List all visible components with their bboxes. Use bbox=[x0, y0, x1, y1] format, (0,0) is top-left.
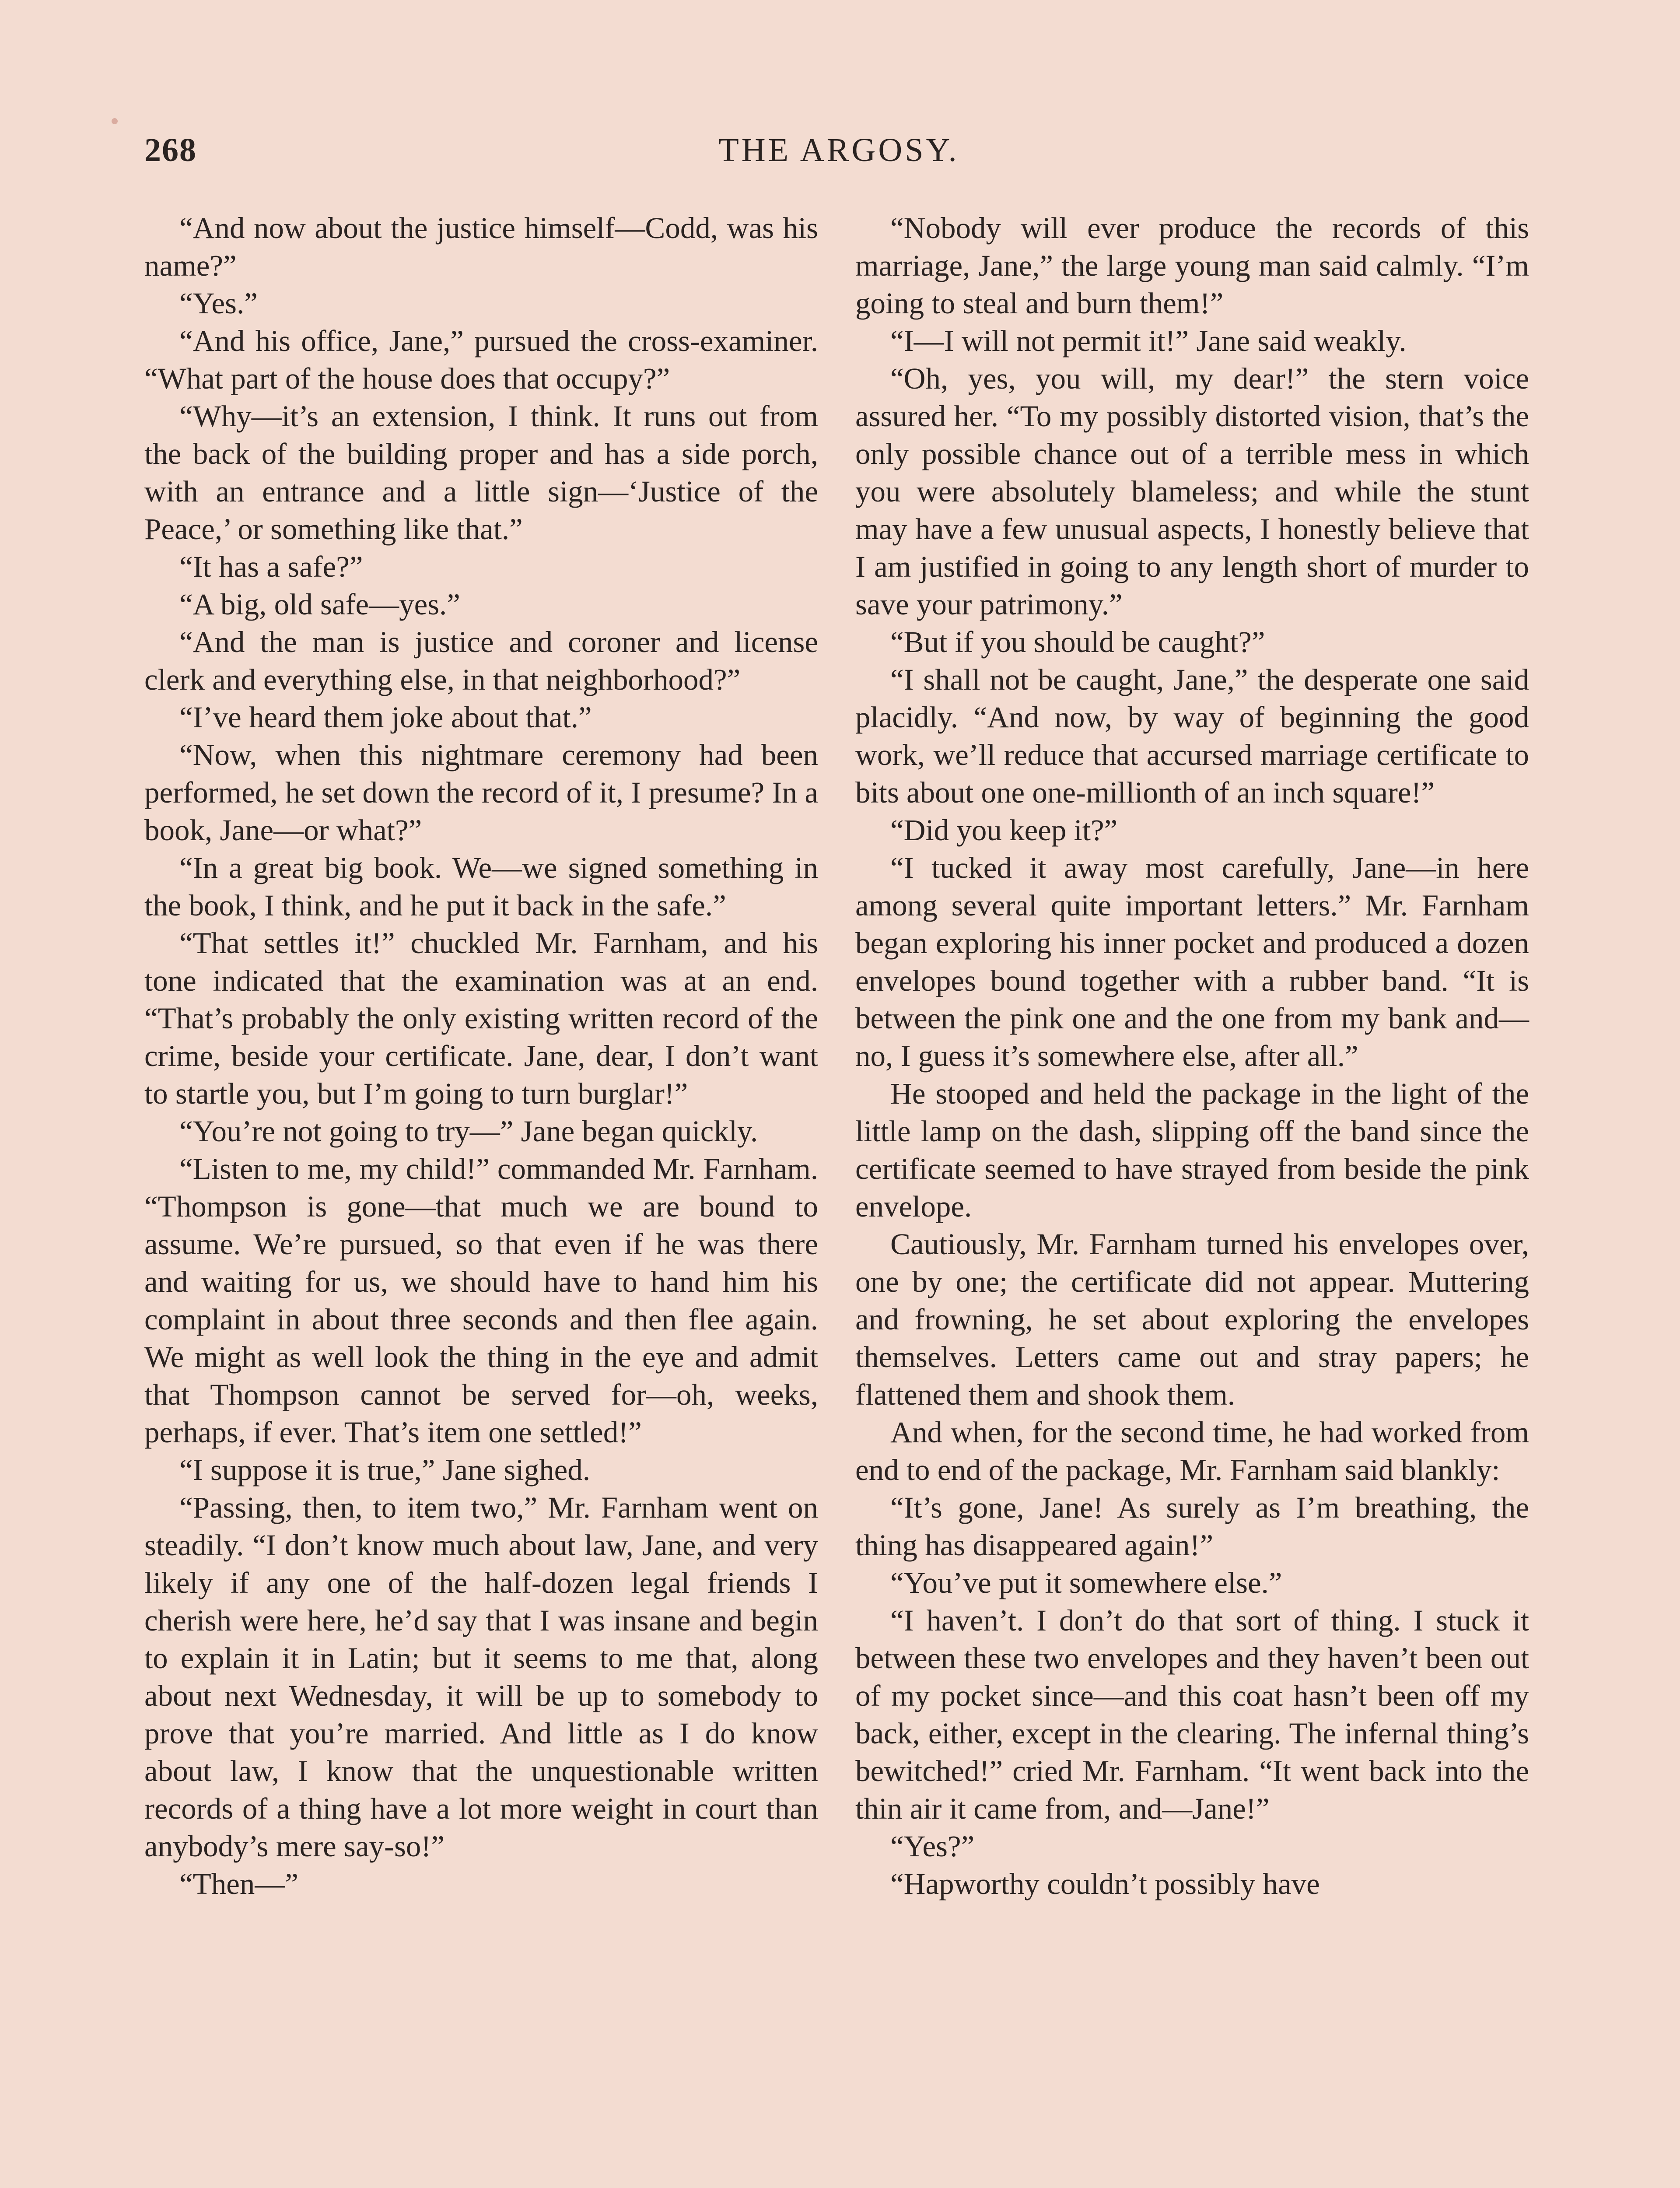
paragraph: “Did you keep it?” bbox=[890, 813, 1118, 847]
paragraph: “Oh, yes, you will, my dear!” the stern voice assured her. “To my possibly distorted vision, that’s the only possible chance out of a terrible mess in which you were absolutely blameless; and while the stunt may have a few unusual aspects, I honestly believe that I am justified in going to any length short of murder to save your patrimony.” bbox=[855, 362, 1529, 621]
paragraph: “Passing, then, to item two,” Mr. Farnham went on steadily. “I don’t know much about law, Jane, and very likely if any one of the half-dozen legal friends I cherish were here, he’d say that I was insane and begin to explain it in Latin; but it seems to me that, along about next Wednesday, it will be up to somebody to prove that you’re married. And little as I do know about law, I know that the unquestionable written records of a thing have a lot more weight in court than anybody’s mere say-so!” bbox=[144, 1491, 818, 1863]
page-number: 268 bbox=[144, 132, 197, 168]
paragraph: “I’ve heard them joke about that.” bbox=[179, 701, 592, 734]
paragraph: “I shall not be caught, Jane,” the desperate one said placidly. “And now, by way of beginning the good work, we’ll reduce that accursed marriage certificate to bits about one one-millionth of an inch square!” bbox=[855, 663, 1529, 809]
paragraph: “That settles it!” chuckled Mr. Farnham, and his tone indicated that the examination was at an end. “That’s probably the only existing written record of the crime, beside your certificate. Jane, dear, I don’t want to startle you, but I’m going to turn burglar!” bbox=[144, 926, 818, 1110]
paragraph: “Yes.” bbox=[179, 287, 258, 320]
paragraph: “And the man is justice and coroner and license clerk and everything else, in that neighborhood?” bbox=[144, 625, 818, 696]
paragraph: “Yes?” bbox=[890, 1830, 975, 1863]
paragraph: And when, for the second time, he had worked from end to end of the package, Mr. Farnham said blankly: bbox=[855, 1416, 1529, 1487]
paragraph: “Now, when this nightmare ceremony had been performed, he set down the record of it, I presume? In a book, Jane—or what?” bbox=[144, 738, 818, 847]
paragraph: “In a great big book. We—we signed something in the book, I think, and he put it back in the safe.” bbox=[144, 851, 818, 922]
paragraph: “Why—it’s an extension, I think. It runs out from the back of the building proper and has a side porch, with an entrance and a little sign—‘Justice of the Peace,’ or something like that.” bbox=[144, 400, 818, 546]
page-smudge bbox=[112, 118, 118, 124]
paragraph: “Hapworthy couldn’t possibly have bbox=[890, 1867, 1320, 1900]
paragraph: “But if you should be caught?” bbox=[890, 625, 1265, 659]
paragraph: “I tucked it away most carefully, Jane—in here among several quite important letters.” Mr. Farnham began exploring his inner pocket and produced a dozen envelopes bound together with a rubber band. “It is between the pink one and the one from my bank and—no, I guess it’s somewhere else, after all.” bbox=[855, 851, 1529, 1073]
running-head: THE ARGOSY. bbox=[718, 132, 959, 168]
right-column bbox=[855, 209, 1529, 1903]
paragraph: “Nobody will ever produce the records of this marriage, Jane,” the large young man said calmly. “I’m going to steal and burn them!” bbox=[855, 211, 1529, 320]
left-column bbox=[144, 209, 818, 1903]
paragraph: “You’re not going to try—” Jane began quickly. bbox=[179, 1115, 758, 1148]
paragraph: “I—I will not permit it!” Jane said weakly. bbox=[890, 324, 1407, 358]
paragraph: “You’ve put it somewhere else.” bbox=[890, 1566, 1282, 1599]
paragraph: “Then—” bbox=[179, 1867, 299, 1900]
paragraph: “I haven’t. I don’t do that sort of thing. I stuck it between these two envelopes and they haven’t been out of my pocket since—and this coat hasn’t been off my back, either, except in the clearing. The infernal thing’s bewitched!” cried Mr. Farnham. “It went back into the thin air it came from, and—Jane!” bbox=[855, 1604, 1529, 1825]
paragraph: “And now about the justice himself—Codd, was his name?” bbox=[144, 211, 818, 282]
paragraph: “And his office, Jane,” pursued the cross-examiner. “What part of the house does that occupy?” bbox=[144, 324, 818, 395]
paragraph: “I suppose it is true,” Jane sighed. bbox=[179, 1453, 590, 1487]
page-header bbox=[144, 131, 1533, 179]
paragraph: “Listen to me, my child!” commanded Mr. Farnham. “Thompson is gone—that much we are bound to assume. We’re pursued, so that even if he was there and waiting for us, we should have to hand him his complaint in about three seconds and then flee again. We might as well look the thing in the eye and admit that Thompson cannot be served for—oh, weeks, perhaps, if ever. That’s item one settled!” bbox=[144, 1152, 818, 1449]
paragraph: “It’s gone, Jane! As surely as I’m breathing, the thing has disappeared again!” bbox=[855, 1491, 1529, 1562]
paragraph: “It has a safe?” bbox=[179, 550, 363, 583]
paragraph: He stooped and held the package in the light of the little lamp on the dash, slipping off the band since the certificate seemed to have strayed from beside the pink envelope. bbox=[855, 1077, 1529, 1223]
paragraph: Cautiously, Mr. Farnham turned his envelopes over, one by one; the certificate did not appear. Muttering and frowning, he set about exploring the envelopes themselves. Letters came out and stray papers; he flattened them and shook them. bbox=[855, 1227, 1529, 1411]
paragraph: “A big, old safe—yes.” bbox=[179, 588, 460, 621]
